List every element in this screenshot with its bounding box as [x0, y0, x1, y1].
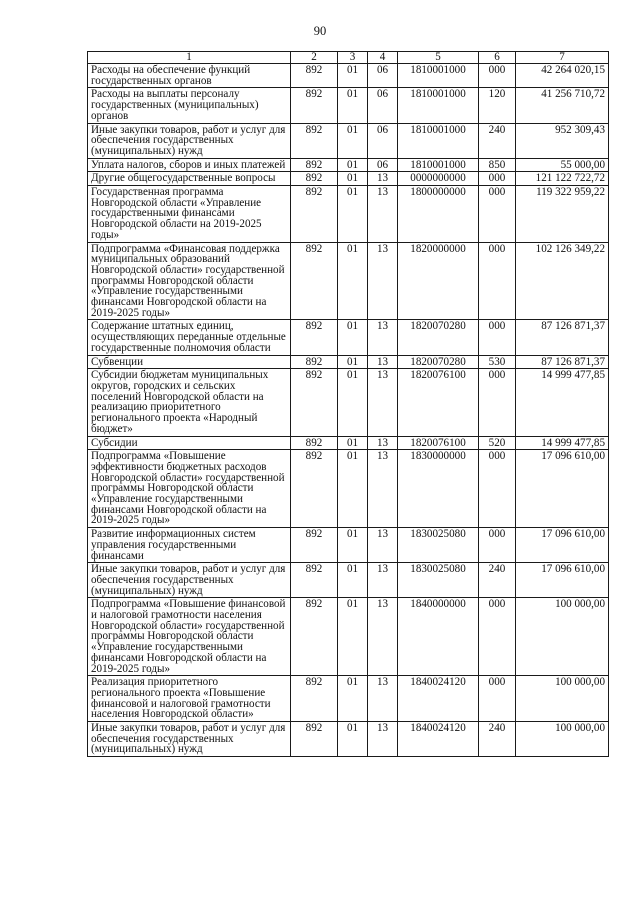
- row-section-cell: 01: [338, 172, 368, 186]
- row-expense-type-cell: 120: [479, 88, 516, 123]
- table-row: [88, 722, 609, 757]
- row-target-article-cell: 1810001000: [398, 64, 479, 88]
- row-target-article-cell: 1810001000: [398, 158, 479, 172]
- row-code-cell: 892: [291, 320, 338, 355]
- row-expense-type-cell: 240: [479, 563, 516, 598]
- row-code-cell: 892: [291, 450, 338, 528]
- row-amount-cell: 102 126 349,22: [516, 242, 609, 320]
- row-code-cell: 892: [291, 88, 338, 123]
- row-code-cell: 892: [291, 676, 338, 722]
- row-section-cell: 01: [338, 88, 368, 123]
- row-subsection-cell: 06: [368, 88, 398, 123]
- row-section-cell: 01: [338, 676, 368, 722]
- row-name-cell: Подпрограмма «Финансовая поддержка муниципальных образований Новгородской области» государственной программы Новгородской области «Управление государственными финансами Новгородской области на 2019-2025 годы»: [88, 242, 291, 320]
- header-cell: 3: [338, 52, 368, 64]
- row-expense-type-cell: 520: [479, 436, 516, 450]
- row-name-cell: Иные закупки товаров, работ и услуг для обеспечения государственных (муниципальных) нужд: [88, 123, 291, 158]
- row-subsection-cell: 13: [368, 563, 398, 598]
- row-code-cell: 892: [291, 369, 338, 436]
- row-name-cell: Развитие информационных систем управления государственными финансами: [88, 528, 291, 563]
- row-target-article-cell: 1840024120: [398, 722, 479, 757]
- header-cell: 4: [368, 52, 398, 64]
- header-cell: 5: [398, 52, 479, 64]
- header-cell: 2: [291, 52, 338, 64]
- row-name-cell: Субвенции: [88, 355, 291, 369]
- table-row: [88, 563, 609, 598]
- row-expense-type-cell: 240: [479, 123, 516, 158]
- row-section-cell: 01: [338, 355, 368, 369]
- row-subsection-cell: 06: [368, 64, 398, 88]
- table-row: [88, 355, 609, 369]
- row-expense-type-cell: 000: [479, 320, 516, 355]
- header-row: [88, 52, 609, 64]
- row-amount-cell: 100 000,00: [516, 676, 609, 722]
- row-target-article-cell: 1840024120: [398, 676, 479, 722]
- row-expense-type-cell: 000: [479, 450, 516, 528]
- row-subsection-cell: 13: [368, 355, 398, 369]
- row-expense-type-cell: 530: [479, 355, 516, 369]
- row-amount-cell: 14 999 477,85: [516, 369, 609, 436]
- row-name-cell: Подпрограмма «Повышение финансовой и налоговой грамотности населения Новгородской области» государственной программы Новгородской области «Управление государственными финансами Новгородской области на 2019-2025 годы»: [88, 598, 291, 676]
- table-row: [88, 436, 609, 450]
- row-target-article-cell: 1830025080: [398, 528, 479, 563]
- row-code-cell: 892: [291, 436, 338, 450]
- table-row: [88, 369, 609, 436]
- table-body: [88, 64, 609, 757]
- page-number: 90: [313, 24, 327, 38]
- row-code-cell: 892: [291, 242, 338, 320]
- table-row: [88, 676, 609, 722]
- row-amount-cell: 14 999 477,85: [516, 436, 609, 450]
- row-code-cell: 892: [291, 186, 338, 243]
- row-subsection-cell: 13: [368, 320, 398, 355]
- row-subsection-cell: 13: [368, 676, 398, 722]
- row-target-article-cell: 1800000000: [398, 186, 479, 243]
- row-target-article-cell: 1810001000: [398, 123, 479, 158]
- row-subsection-cell: 13: [368, 186, 398, 243]
- table-row: [88, 186, 609, 243]
- table-row: [88, 528, 609, 563]
- table-row: [88, 88, 609, 123]
- budget-table: [87, 51, 609, 757]
- row-amount-cell: 87 126 871,37: [516, 355, 609, 369]
- row-subsection-cell: 13: [368, 369, 398, 436]
- row-section-cell: 01: [338, 528, 368, 563]
- row-subsection-cell: 13: [368, 450, 398, 528]
- row-name-cell: Подпрограмма «Повышение эффективности бюджетных расходов Новгородской области» государственной программы Новгородской области «Управление государственными финансами Новгородской области на 2019-2025 годы»: [88, 450, 291, 528]
- row-target-article-cell: 1820000000: [398, 242, 479, 320]
- row-amount-cell: 100 000,00: [516, 598, 609, 676]
- row-subsection-cell: 13: [368, 172, 398, 186]
- row-amount-cell: 17 096 610,00: [516, 563, 609, 598]
- table-row: [88, 320, 609, 355]
- header-cell: 1: [88, 52, 291, 64]
- header-cell: 7: [516, 52, 609, 64]
- row-target-article-cell: 1810001000: [398, 88, 479, 123]
- table-row: [88, 172, 609, 186]
- row-section-cell: 01: [338, 186, 368, 243]
- row-subsection-cell: 13: [368, 722, 398, 757]
- row-subsection-cell: 06: [368, 158, 398, 172]
- row-name-cell: Другие общегосударственные вопросы: [88, 172, 291, 186]
- row-target-article-cell: 0000000000: [398, 172, 479, 186]
- row-target-article-cell: 1820076100: [398, 369, 479, 436]
- table-row: [88, 64, 609, 88]
- row-subsection-cell: 13: [368, 436, 398, 450]
- row-code-cell: 892: [291, 158, 338, 172]
- row-code-cell: 892: [291, 64, 338, 88]
- row-expense-type-cell: 000: [479, 598, 516, 676]
- row-subsection-cell: 06: [368, 123, 398, 158]
- row-amount-cell: 42 264 020,15: [516, 64, 609, 88]
- row-expense-type-cell: 000: [479, 369, 516, 436]
- row-name-cell: Иные закупки товаров, работ и услуг для обеспечения государственных (муниципальных) нужд: [88, 563, 291, 598]
- row-amount-cell: 952 309,43: [516, 123, 609, 158]
- table-row: [88, 450, 609, 528]
- row-section-cell: 01: [338, 123, 368, 158]
- row-section-cell: 01: [338, 436, 368, 450]
- row-target-article-cell: 1840000000: [398, 598, 479, 676]
- row-code-cell: 892: [291, 355, 338, 369]
- row-amount-cell: 55 000,00: [516, 158, 609, 172]
- table-row: [88, 598, 609, 676]
- row-code-cell: 892: [291, 172, 338, 186]
- row-code-cell: 892: [291, 528, 338, 563]
- header-cell: 6: [479, 52, 516, 64]
- row-name-cell: Содержание штатных единиц, осуществляющих переданные отдельные государственные полномочия области: [88, 320, 291, 355]
- row-target-article-cell: 1820076100: [398, 436, 479, 450]
- row-section-cell: 01: [338, 598, 368, 676]
- row-expense-type-cell: 000: [479, 528, 516, 563]
- row-expense-type-cell: 000: [479, 172, 516, 186]
- row-amount-cell: 87 126 871,37: [516, 320, 609, 355]
- row-expense-type-cell: 000: [479, 676, 516, 722]
- row-amount-cell: 100 000,00: [516, 722, 609, 757]
- row-name-cell: Уплата налогов, сборов и иных платежей: [88, 158, 291, 172]
- row-subsection-cell: 13: [368, 242, 398, 320]
- row-code-cell: 892: [291, 123, 338, 158]
- row-expense-type-cell: 240: [479, 722, 516, 757]
- row-amount-cell: 17 096 610,00: [516, 528, 609, 563]
- row-name-cell: Расходы на обеспечение функций государственных органов: [88, 64, 291, 88]
- row-target-article-cell: 1820070280: [398, 355, 479, 369]
- row-target-article-cell: 1830000000: [398, 450, 479, 528]
- row-expense-type-cell: 850: [479, 158, 516, 172]
- row-name-cell: Субсидии: [88, 436, 291, 450]
- row-name-cell: Государственная программа Новгородской области «Управление государственными финансами Новгородской области на 2019-2025 годы»: [88, 186, 291, 243]
- row-amount-cell: 41 256 710,72: [516, 88, 609, 123]
- row-code-cell: 892: [291, 563, 338, 598]
- row-target-article-cell: 1830025080: [398, 563, 479, 598]
- row-section-cell: 01: [338, 722, 368, 757]
- row-amount-cell: 121 122 722,72: [516, 172, 609, 186]
- row-expense-type-cell: 000: [479, 242, 516, 320]
- row-section-cell: 01: [338, 64, 368, 88]
- table-row: [88, 242, 609, 320]
- row-section-cell: 01: [338, 369, 368, 436]
- row-subsection-cell: 13: [368, 598, 398, 676]
- row-name-cell: Иные закупки товаров, работ и услуг для обеспечения государственных (муниципальных) нужд: [88, 722, 291, 757]
- table-row: [88, 158, 609, 172]
- row-name-cell: Расходы на выплаты персоналу государственных (муниципальных) органов: [88, 88, 291, 123]
- row-expense-type-cell: 000: [479, 64, 516, 88]
- row-amount-cell: 17 096 610,00: [516, 450, 609, 528]
- row-code-cell: 892: [291, 598, 338, 676]
- row-expense-type-cell: 000: [479, 186, 516, 243]
- row-subsection-cell: 13: [368, 528, 398, 563]
- row-section-cell: 01: [338, 158, 368, 172]
- table-row: [88, 123, 609, 158]
- row-target-article-cell: 1820070280: [398, 320, 479, 355]
- row-name-cell: Реализация приоритетного регионального проекта «Повышение финансовой и налоговой грамотности населения Новгородской области»: [88, 676, 291, 722]
- row-name-cell: Субсидии бюджетам муниципальных округов, городских и сельских поселений Новгородской области на реализацию приоритетного регионального проекта «Народный бюджет»: [88, 369, 291, 436]
- row-section-cell: 01: [338, 563, 368, 598]
- row-section-cell: 01: [338, 450, 368, 528]
- row-section-cell: 01: [338, 242, 368, 320]
- row-code-cell: 892: [291, 722, 338, 757]
- row-amount-cell: 119 322 959,22: [516, 186, 609, 243]
- row-section-cell: 01: [338, 320, 368, 355]
